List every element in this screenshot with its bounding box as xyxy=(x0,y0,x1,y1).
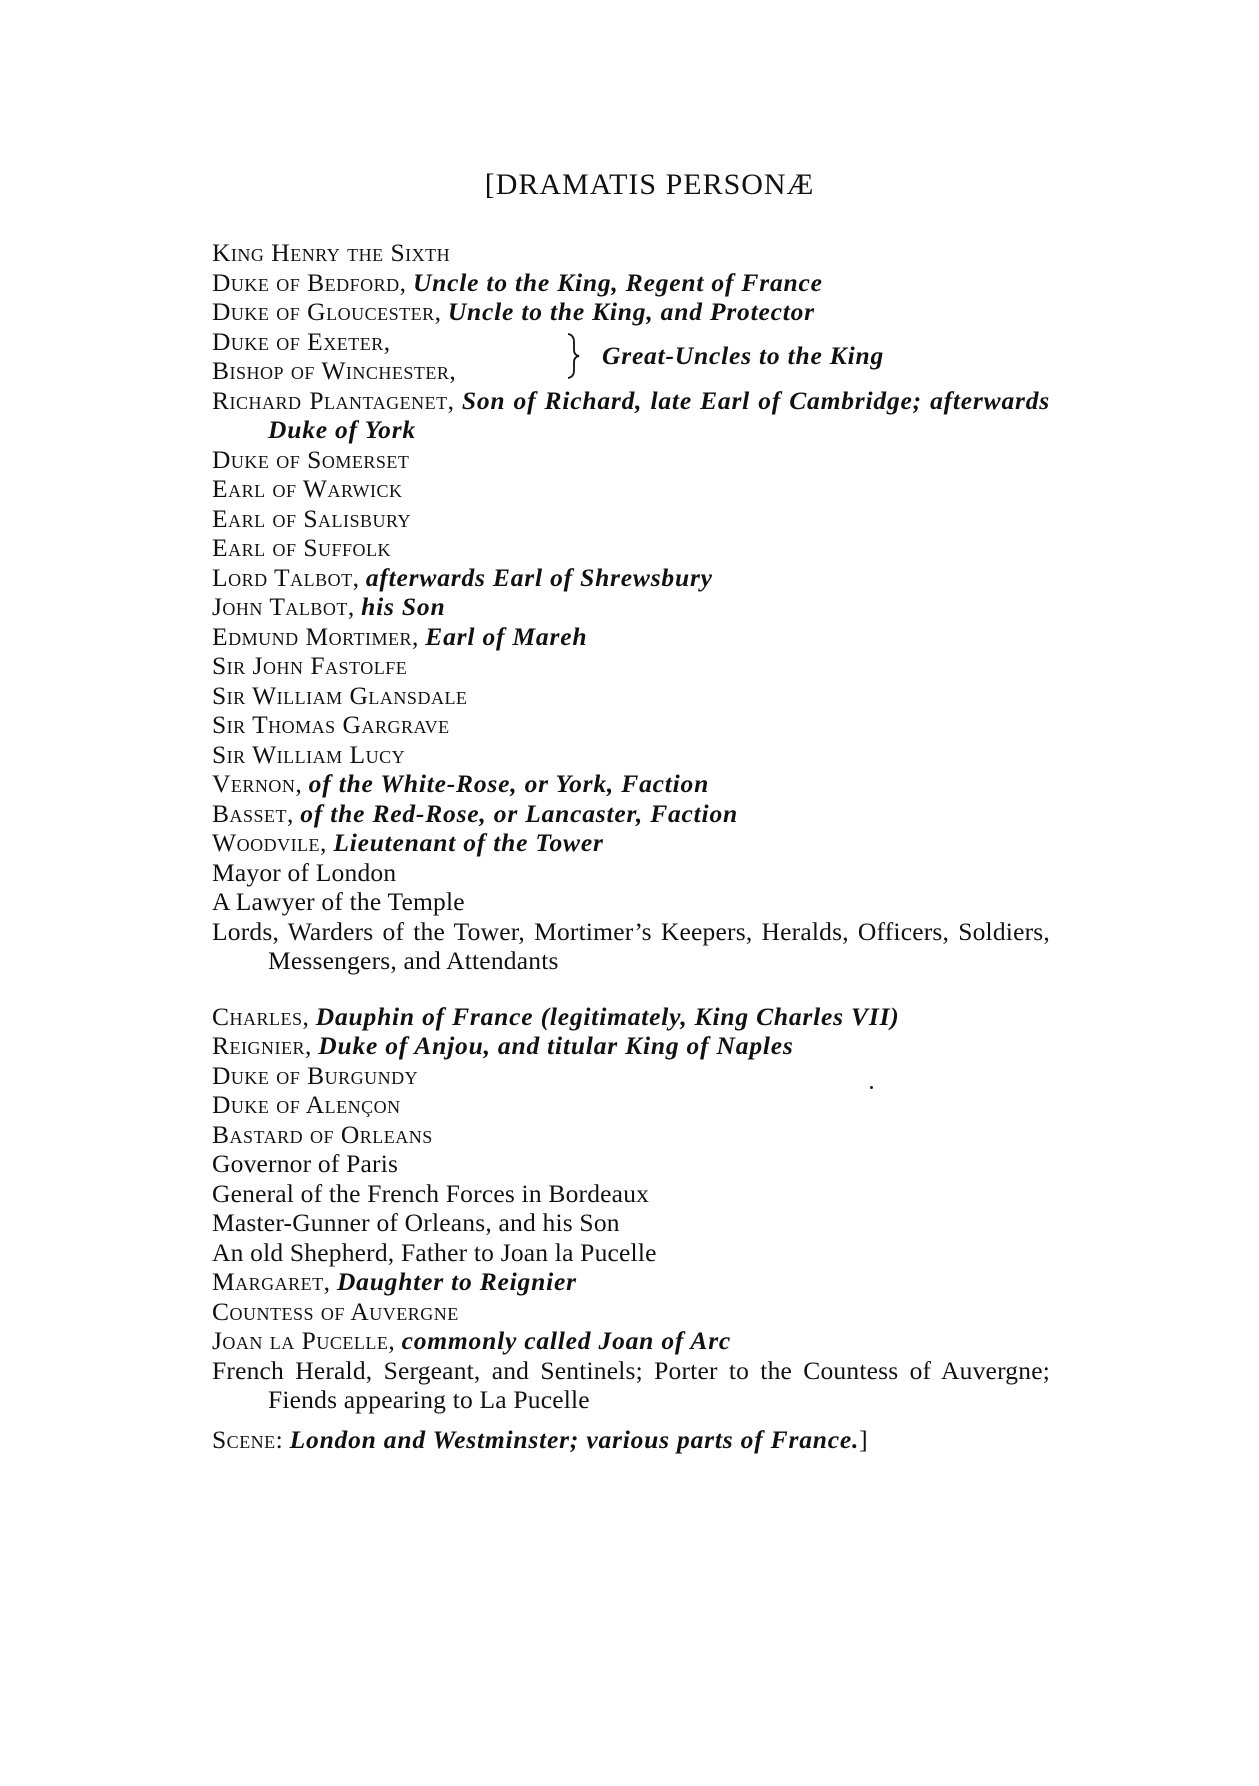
character-entry xyxy=(212,681,1050,711)
great-uncles-group xyxy=(212,327,1050,386)
character-entry xyxy=(212,533,1050,563)
character-description: Dauphin of France (legitimately, King Charles VII) xyxy=(315,1001,900,1031)
character-entry xyxy=(212,268,1050,298)
character-entry xyxy=(212,592,1050,622)
character-name: Sir William Lucy xyxy=(212,739,406,769)
character-entry xyxy=(212,1267,1050,1297)
character-entry xyxy=(212,1326,1050,1356)
character-entry xyxy=(212,1061,1050,1091)
character-entry xyxy=(212,828,1050,858)
character-plain-text: French Herald, Sergeant, and Sentinels; Porter to the Countess of Auvergne; Fiends appearing to La Pucelle xyxy=(212,1355,1050,1414)
character-entry xyxy=(212,386,1050,445)
closing-bracket: ] xyxy=(859,1424,868,1454)
character-entry xyxy=(212,769,1050,799)
character-name: Woodvile, xyxy=(212,828,327,857)
character-name: Margaret, xyxy=(212,1267,331,1296)
character-name: Earl of Warwick xyxy=(212,474,403,503)
dramatis-personae-list xyxy=(212,238,1050,1454)
character-name: Sir John Fastolfe xyxy=(212,651,408,680)
character-plain-text: Governor of Paris xyxy=(212,1149,399,1178)
character-name: Duke of Exeter, xyxy=(212,326,391,356)
character-name: Earl of Salisbury xyxy=(212,503,412,533)
character-name: Duke of Burgundy xyxy=(212,1060,419,1090)
character-plain-text: Lords, Warders of the Tower, Mortimer’s Keepers, Heralds, Officers, Soldiers, Messengers, and Attendants xyxy=(212,916,1050,975)
character-entry xyxy=(212,1179,1050,1209)
character-entry xyxy=(212,740,1050,770)
character-entry xyxy=(212,917,1050,976)
character-entry xyxy=(212,1120,1050,1150)
character-name: Lord Talbot, xyxy=(212,562,360,592)
character-entry xyxy=(212,563,1050,593)
character-name: Duke of Gloucester, xyxy=(212,297,442,326)
character-description: commonly called Joan of Arc xyxy=(401,1326,732,1355)
english-characters xyxy=(212,238,1050,327)
character-entry xyxy=(212,858,1050,888)
character-entry xyxy=(212,474,1050,504)
character-name: Sir Thomas Gargrave xyxy=(212,710,450,739)
character-entry xyxy=(212,1208,1050,1238)
character-entry xyxy=(212,887,1050,917)
character-name: Countess of Auvergne xyxy=(212,1296,459,1326)
character-entry xyxy=(212,710,1050,740)
character-entry xyxy=(212,1002,1050,1032)
great-uncles-names xyxy=(212,327,564,386)
character-description: afterwards Earl of Shrewsbury xyxy=(365,562,713,592)
character-description: Duke of Anjou, and titular King of Naples xyxy=(318,1031,794,1060)
scene-description: London and Westminster; various parts of France. xyxy=(289,1424,860,1454)
character-name: Edmund Mortimer, xyxy=(212,621,419,651)
character-name: Reignier, xyxy=(212,1031,312,1060)
character-entry xyxy=(212,651,1050,681)
character-description: his Son xyxy=(361,592,446,621)
character-name: Bastard of Orleans xyxy=(212,1119,433,1149)
character-name: King Henry the Sixth xyxy=(212,238,451,267)
character-description: Lieutenant of the Tower xyxy=(333,828,604,857)
character-description: Uncle to the King, Regent of France xyxy=(412,267,823,297)
character-name: Sir William Glansdale xyxy=(212,680,468,710)
character-description: of the Red-Rose, or Lancaster, Faction xyxy=(300,798,738,828)
scene-line xyxy=(212,1425,1050,1455)
character-plain-text: Mayor of London xyxy=(212,857,397,887)
page-title: [DRAMATIS PERSONÆ xyxy=(484,168,815,201)
character-name: Duke of Somerset xyxy=(212,444,410,474)
section-divider xyxy=(212,976,1050,1002)
character-entry xyxy=(212,1297,1050,1327)
character-plain-text: Master-Gunner of Orleans, and his Son xyxy=(212,1208,620,1237)
character-plain-text: An old Shepherd, Father to Joan la Pucelle xyxy=(212,1237,657,1267)
character-name: Vernon, xyxy=(212,769,303,798)
print-speck xyxy=(870,1086,873,1089)
character-entry xyxy=(212,1090,1050,1120)
character-entry xyxy=(212,238,1050,268)
brace-icon xyxy=(564,332,582,380)
section-divider xyxy=(212,1415,1050,1425)
character-name: Joan la Pucelle, xyxy=(212,1326,396,1355)
character-entry xyxy=(212,504,1050,534)
character-entry xyxy=(212,622,1050,652)
character-entry xyxy=(212,799,1050,829)
character-entry xyxy=(212,297,1050,327)
character-name: Richard Plantagenet, xyxy=(212,385,455,415)
french-characters xyxy=(212,1002,1050,1415)
character-entry xyxy=(212,445,1050,475)
character-name: John Talbot, xyxy=(212,592,355,621)
character-plain-text: A Lawyer of the Temple xyxy=(212,887,465,916)
character-description: Son of Richard, late Earl of Cambridge; afterwards Duke of York xyxy=(268,385,1050,444)
character-name: Earl of Suffolk xyxy=(212,533,392,562)
character-name: Duke of Bedford, xyxy=(212,267,407,297)
character-name: Bishop of Winchester, xyxy=(212,356,457,385)
character-name: Basset, xyxy=(212,798,294,828)
character-plain-text: General of the French Forces in Bordeaux xyxy=(212,1178,650,1208)
character-entry xyxy=(212,1149,1050,1179)
character-entry xyxy=(212,1238,1050,1268)
character-description: of the White-Rose, or York, Faction xyxy=(308,769,710,798)
character-description: Earl of Mareh xyxy=(425,621,588,651)
character-entry xyxy=(212,1356,1050,1415)
character-name: Duke of Alençon xyxy=(212,1090,401,1119)
great-uncles-description: Great-Uncles to the King xyxy=(602,341,884,371)
character-entry xyxy=(212,1031,1050,1061)
character-name: Charles, xyxy=(212,1001,310,1031)
character-description: Daughter to Reignier xyxy=(336,1267,577,1296)
scene-label: Scene: xyxy=(212,1424,284,1454)
english-characters-continued xyxy=(212,386,1050,976)
character-description: Uncle to the King, and Protector xyxy=(447,297,815,326)
